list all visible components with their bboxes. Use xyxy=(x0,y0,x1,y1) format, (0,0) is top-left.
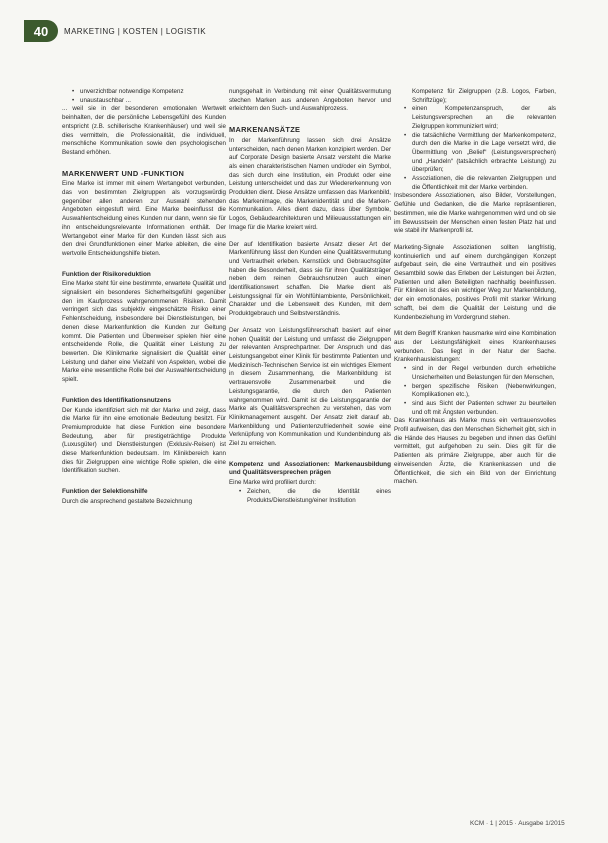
heading-markenwert: MARKENWERT UND -FUNKTION xyxy=(62,168,185,178)
bullet-list xyxy=(229,488,391,505)
column-1 xyxy=(62,88,226,507)
paragraph: Der Kunde identifiziert sich mit der Marke und zeigt, dass die Marke für ihn eine emotionale Bedeutung besitzt. Für Premiumprodukte hat diese Funktion eine besondere Bedeutung, aber für prestigeträchtige Produkte (Luxusgüter) und Dienstleistungen (Exklusiv-Reisen) ist diese Markenfunktion bedeutsam. Im Klinikbereich kann dies für Zielgruppen eine wichtige Rolle spielen, die eine Identifikation suchen. xyxy=(62,406,226,475)
list-item: • Zeichen, die die Identität eines Produkts/Dienstleistung/einer Institution xyxy=(247,488,391,505)
heading-kompetenz: Kompetenz und Assoziationen: Markenausbildung und Qualitätsversprechen prägen xyxy=(229,460,391,477)
paragraph: ... weil sie in der besonderen emotionalen Wertwelt beinhalten, der die persönliche Lebensgefühl des Kunden entspricht (z.B. schillerische Krankenhäuser) und weil sie dies vermitteln, die Professionalität, die individuell, menschliche Kommunikation sowie den psychologischen Bestand erhöhen. xyxy=(62,105,226,156)
section-title: MARKETING | KOSTEN | LOGISTIK xyxy=(64,26,206,36)
paragraph: Durch die ansprechend gestaltete Bezeichnung xyxy=(62,497,193,505)
heading-identifikation: Funktion des Identifikationsnutzens xyxy=(62,396,171,404)
list-item: • bergen spezifische Risiken (Nebenwirkungen, Komplikationen etc.), xyxy=(412,383,556,400)
paragraph: Das Krankenhaus als Marke muss ein vertrauensvolles Profil aufweisen, das den Menschen Sicherheit gibt, sich in die Hände des Hauses zu begeben und ihnen das Gefühl vermittelt, gut aufgehoben zu sein. Dies gilt für die Patienten als primäre Zielgruppe, aber auch für die einweisenden Ärzte, die Krankenkassen und die Öffentlichkeit, die sich ein Bild von der Einrichtung machen. xyxy=(394,417,556,486)
bullet-list xyxy=(394,105,556,192)
heading-selektion: Funktion der Selektionshilfe xyxy=(62,488,148,496)
paragraph: Der auf Identifikation basierte Ansatz dieser Art der Markenführung lässt den Kunden eine Qualitätsvermutung und Vertrautheit erleben. Kernstück und Gebrauchsgüter haben die Besonderheit, dass sie für ihren Qualitätsträger neben dem reinen Gebrauchsnutzen auch einen Identifikationswert schaffen. Die Marke dient als Leistungssignal für ein Wohlfühlambiente, Persönlichkeit, Charakter und die Lebenswelt des Kunden, mit dem Produktgebrauch und Selbstverständnis. xyxy=(229,240,391,318)
list-item: • unverzichtbar notwendige Kompetenz xyxy=(80,88,226,97)
paragraph: Insbesondere Assoziationen, also Bilder, Vorstellungen, Gefühle und Gedanken, die die Marke repräsentieren, bestimmen, wie die Marke wahrgenommen wird und ob sie im Bewusstsein der Menschen einen festen Platz hat und wie stabil ihr Markenprofil ist. xyxy=(394,192,556,235)
column-3 xyxy=(394,88,556,487)
paragraph: Eine Marke wird profiliert durch: xyxy=(229,479,316,487)
paragraph: Mit dem Begriff Kranken hausmarke wird eine Kombination aus der Leistungsfähigkeit eines Krankenhauses verbunden. Das liegt in der Natur der Sache. Krankenhausleistungen: xyxy=(394,330,556,364)
paragraph: In der Markenführung lassen sich drei Ansätze unterscheiden, nach denen Marken konzipiert werden. Der auf Corporate Design basierte Ansatz versteht die Marke als einen charakteristischen Namen und/oder ein Symbol, das sich durch eine Institution, ein Produkt oder eine Leistung unterscheidet und das zur Wiedererkennung von Produkten dient. Diese Ansätze umfassen das Markenbild, das Markenimage, die Markenidentität und die Marken-Kommunikation. Alles dient dazu, dass über Symbole, Logos, Gebäudearchitekturen und Milieuausstattungen ein Image für die Marke kreiert wird. xyxy=(229,136,391,231)
list-item: • sind in der Regel verbunden durch erhebliche Unsicherheiten und Belastungen für den Menschen, xyxy=(412,365,556,382)
paragraph: Kompetenz für Zielgruppen (z.B. Logos, Farben, Schriftzüge); xyxy=(412,88,556,104)
paragraph: Marketing-Signale Assoziationen sollten langfristig, kontinuierlich und auf einem durchgängigen Konzept aufgebaut sein, die eine Vertrautheit und ein positives Gesamtbild sowie das Erleben der Leistungen bei Ärzten, Patienten und allen Beteiligten nachhaltig beeinflussen. Für Kliniken ist dies ein wichtiger Weg zur Markenbildung, der ein emotionales, positives Profil mit starker Wirkung schafft, bei dem die Qualität der Leistung und die Kundenbeziehung im Vordergrund stehen. xyxy=(394,243,556,321)
paragraph: Eine Marke steht für eine bestimmte, erwartete Qualität und signalisiert ein besonderes Sicherheitsgefühl gegenüber den im Kaufprozess wahrgenommenen Risiken. Damit verringert sich das subjektiv eingeschätzte Risiko einer Fehlentscheidung, insbesondere bei Dienstleistungen, bei denen diese Markenfunktion die Kunden zur Geltung kommt. Die Patienten und Überweiser spielen hier eine entscheidende Rolle, die Qualität einer Leistung zu bewerten. Die Klinikmarke signalisiert die Qualität einer Leistung und daher eine Vielzahl von Aspekten, wobei die Marke eine wesentliche Rolle bei der Auswahlentscheidung spielt. xyxy=(62,280,226,384)
page-footer: KCM · 1 | 2015 · Ausgabe 1/2015 xyxy=(470,820,565,827)
list-item: • Assoziationen, die die relevanten Zielgruppen und die Öffentlichkeit mit der Marke verbinden. xyxy=(412,175,556,192)
bullet-list xyxy=(394,365,556,417)
list-item: • die tatsächliche Vermittlung der Markenkompetenz, durch den die Marke in die Lage versetzt wird, die Übermittlung von „Belief“ (Leistungsversprechen) und „Handeln“ (tatsächlich erbrachte Leistung) zu überprüfen; xyxy=(412,132,556,176)
heading-markenansaetze: MARKENANSÄTZE xyxy=(229,125,301,135)
bullet-list xyxy=(62,88,226,105)
paragraph: Eine Marke ist immer mit einem Wertangebot verbunden, das von bestimmten Zielgruppen als vorzugswürdig gegenüber allen anderen zur Auswahl stehenden Angeboten eingestuft wird. Eine Marke beeinflusst die Auswahlentscheidung eines Kunden nur dann, wenn sie für ihn entscheidungsrelevante Informationen enthält. Der Wertangebot einer Marke für den Kunden lässt sich aus den drei Grundfunktionen einer Marke ableiten, die eine wertvolle Entscheidungshilfe bieten. xyxy=(62,180,226,257)
column-2 xyxy=(229,88,391,505)
page-header xyxy=(24,20,206,42)
page-number: 40 xyxy=(24,20,58,42)
paragraph: nungsgehalt in Verbindung mit einer Qualitätsvermutung stechen Marken aus anderen Angeboten hervor und erleichtern den Such- und Auswahlprozess. xyxy=(229,88,391,113)
list-item: • sind aus Sicht der Patienten schwer zu beurteilen und oft mit Ängsten verbunden. xyxy=(412,400,556,417)
heading-risikoreduktion: Funktion der Risikoreduktion xyxy=(62,270,151,278)
list-item: • einen Kompetenzanspruch, der als Leistungsversprechen an die relevanten Zielgruppen kommuniziert wird; xyxy=(412,105,556,131)
paragraph: Der Ansatz von Leistungsführerschaft basiert auf einer hohen Qualität der Leistung und umfasst die Zielgruppen der relevanten Ansprechpartner. Der Anspruch und das Leistungsangebot einer Klinik für bestimmte Patienten und Medizinisch-Technischen Service ist ein wichtiges Element in diesem Zusammenhang, die Markenbildung ist vertrauensvolle Zusammenarbeit und die Leistungsgarantie, die durch den Patienten wahrgenommen wird. Damit ist die Leistungsgarantie der Marke als Qualitätsversprechen zu verstehen, das vom Klinikmanagement ausgeht. Der Ansatz zielt darauf ab, Markenbildung und Patientenzufriedenheit sowie eine Verknüpfung von Kommunikation und Kundenbindung als Ziel zu erreichen. xyxy=(229,326,391,448)
list-item: • unaustauschbar ... xyxy=(80,97,226,106)
